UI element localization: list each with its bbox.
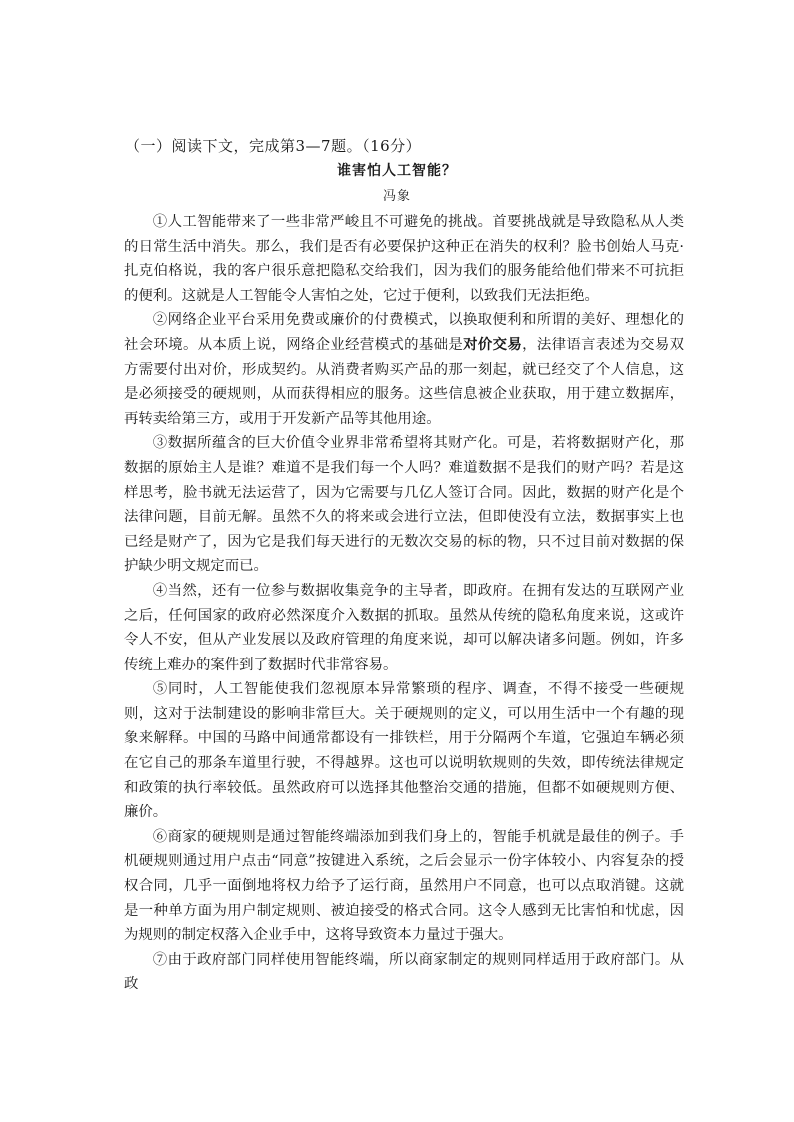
paragraph-3: ③数据所蕴含的巨大价值令业界非常希望将其财产化。可是，若将数据财产化，那数据的原始主人是谁？难道不是我们每一个人吗？难道数据不是我们的财产吗？若是这样思考，脸书就无法运营了，因为它需要与几亿人签订合同。因此，数据的财产化是个法律问题，目前无解。虽然不久的将来或会进行立法，但即使没有立法，数据事实上也已经是财产了，因为它是我们每天进行的无数次交易的标的物，只不过目前对数据的保护缺少明文规定而已。 <box>124 435 684 575</box>
article-title: 谁害怕人工智能？ <box>337 163 457 179</box>
article-body <box>124 210 684 997</box>
paragraph-2 <box>124 308 684 431</box>
paragraph-6: ⑥商家的硬规则是通过智能终端添加到我们身上的，智能手机就是最佳的例子。手机硬规则通过用户点击“同意”按键进入系统，之后会显示一份字体较小、内容复杂的授权合同，几乎一面倒地将权力给予了运行商，虽然用户不同意，也可以点取消键。这就是一种单方面为用户制定规则、被迫接受的格式合同。这令人感到无比害怕和忧虑，因为规则的制定权落入企业手中，这将导致资本力量过于强大。 <box>124 828 684 944</box>
bold-term: 对价交易 <box>463 335 523 353</box>
paragraph-2-part-1: ②网络企业平台采用免费或廉价的付费模式，以换取便利和所谓的美好、理想化的社会环境。从本质上说，网络企业经营模式的基础是 <box>124 312 684 353</box>
paragraph-4: ④当然，还有一位参与数据收集竞争的主导者，即政府。在拥有发达的互联网产业之后，任何国家的政府必然深度介入数据的抓取。虽然从传统的隐私角度来说，这或许令人不安，但从产业发展以及政府管理的角度来说，却可以解决诸多问题。例如，许多传统上难办的案件到了数据时代非常容易。 <box>124 582 684 673</box>
paragraph-2-part-2: ，法律语言表述为交易双方需要付出对价，形成契约。从消费者购买产品的那一刻起，就已经交了个人信息，这是必须接受的硬规则，从而获得相应的服务。这些信息被企业获取，用于建立数据库，再转卖给第三方，或用于开发新产品等其他用途。 <box>124 336 684 427</box>
section-heading: （一）阅读下文，完成第3—7题。（16分） <box>125 137 422 155</box>
article-author: 冯象 <box>382 189 411 204</box>
paragraph-7: ⑦由于政府部门同样使用智能终端，所以商家制定的规则同样适用于政府部门。从政 <box>124 951 684 993</box>
paragraph-5: ⑤同时，人工智能使我们忽视原本异常繁琐的程序、调查，不得不接受一些硬规则，这对于法制建设的影响非常巨大。关于硬规则的定义，可以用生活中一个有趣的现象来解释。中国的马路中间通常都设有一排铁栏，用于分隔两个车道，它强迫车辆必须在它自己的那条车道里行驶，不得越界。这也可以说明软规则的失效，即传统法律规定和政策的执行率较低。虽然政府可以选择其他整治交通的措施，但都不如硬规则方便、廉价。 <box>124 681 684 821</box>
paragraph-1: ①人工智能带来了一些非常严峻且不可避免的挑战。首要挑战就是导致隐私从人类的日常生活中消失。那么，我们是否有必要保护这种正在消失的权利？脸书创始人马克·扎克伯格说，我的客户很乐意把隐私交给我们，因为我们的服务能给他们带来不可抗拒的便利。这就是人工智能令人害怕之处，它过于便利，以致我们无法拒绝。 <box>124 214 684 304</box>
